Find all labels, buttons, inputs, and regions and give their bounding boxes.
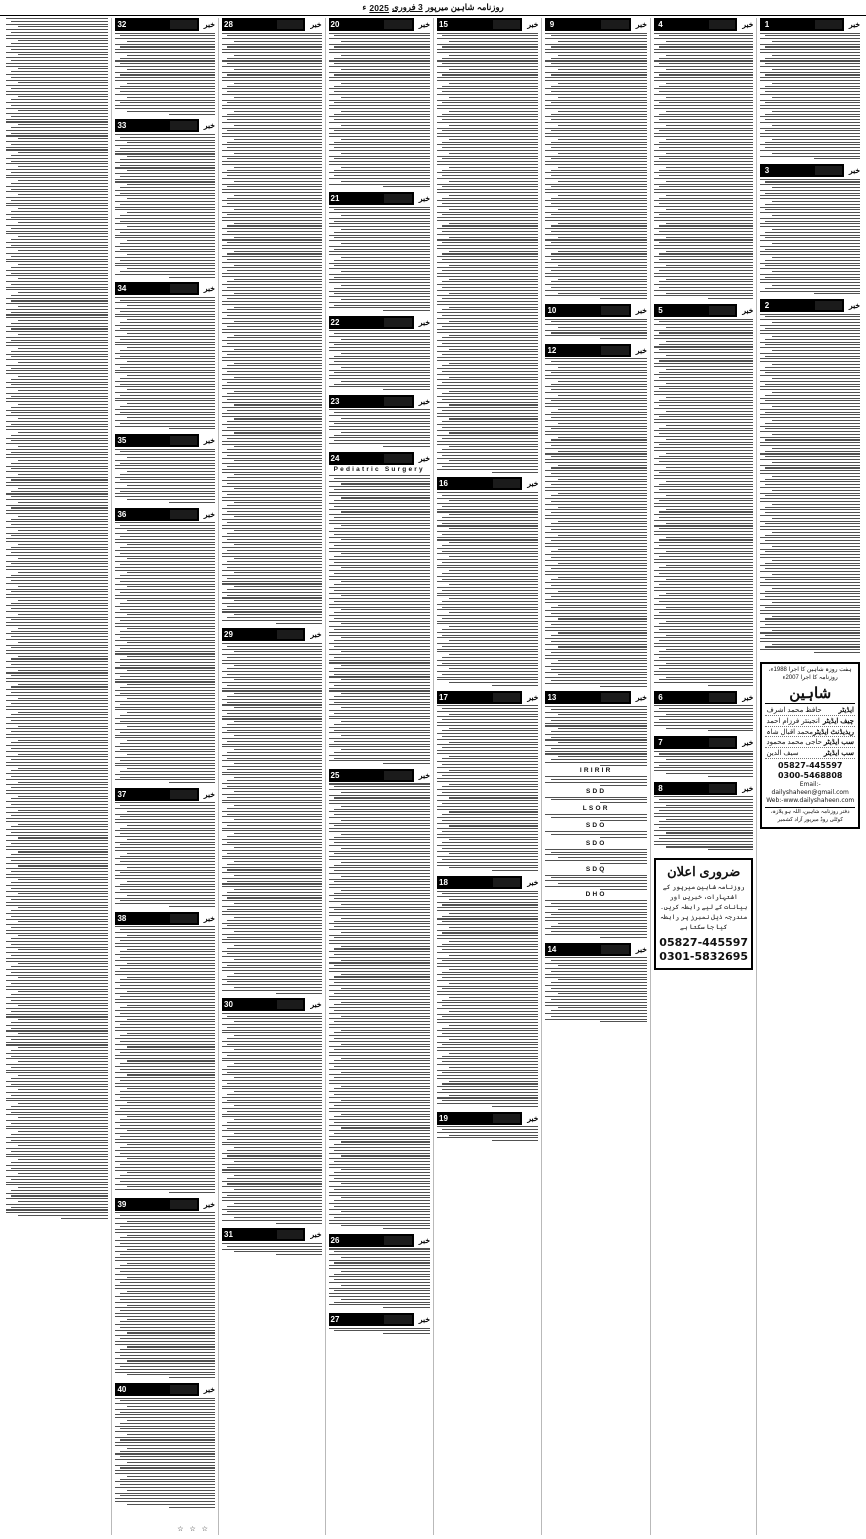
article-number: 36 bbox=[115, 508, 128, 521]
staff-name: محمد اقبال شاہ bbox=[766, 728, 814, 736]
staff-row bbox=[765, 716, 855, 727]
masthead bbox=[0, 0, 866, 16]
notice-body: روزنامہ شاہین میرپور کے اشتہارات، خبریں اور بیانات کے لیے رابطہ کریں۔ مندرجہ ذیل نمبرز پر رابطہ کیا جا سکتا ہے bbox=[660, 884, 748, 932]
headline-bar bbox=[342, 192, 414, 205]
article-headbar bbox=[329, 316, 430, 329]
article-headbar bbox=[437, 876, 538, 889]
article-body bbox=[222, 1013, 322, 1224]
article-body bbox=[329, 1248, 430, 1308]
article-body bbox=[545, 957, 646, 1022]
article-body bbox=[115, 1212, 215, 1378]
article-kicker: خبر bbox=[635, 345, 647, 355]
article-headbar bbox=[115, 18, 215, 31]
article-body bbox=[6, 18, 108, 1219]
article-31[interactable] bbox=[222, 1228, 322, 1256]
article-body bbox=[545, 33, 646, 300]
staff-row bbox=[765, 706, 855, 717]
article-30[interactable] bbox=[222, 998, 322, 1225]
article-kicker: خبر bbox=[203, 284, 215, 294]
article-number: 26 bbox=[329, 1234, 342, 1247]
article-headbar bbox=[329, 452, 430, 465]
article-kicker: خبر bbox=[635, 306, 647, 315]
article-headbar bbox=[545, 943, 646, 956]
masthead-date: 2025 bbox=[369, 2, 390, 13]
article-body bbox=[760, 33, 860, 160]
headline-bar bbox=[667, 782, 738, 795]
staff-role: سب ایڈیٹر bbox=[823, 749, 854, 757]
headline-bar bbox=[667, 691, 738, 704]
article-number: 20 bbox=[329, 18, 342, 31]
staff-role: ایڈیٹر bbox=[838, 707, 854, 715]
notice-phones[interactable] bbox=[659, 936, 749, 964]
article-15[interactable] bbox=[437, 18, 538, 474]
article-number: 15 bbox=[437, 18, 450, 31]
article-body bbox=[115, 449, 215, 503]
article-12[interactable] bbox=[545, 344, 646, 689]
article-headbar bbox=[437, 18, 538, 31]
article-headbar bbox=[222, 1228, 322, 1241]
headline-bar bbox=[450, 876, 522, 889]
article-kicker: خبر bbox=[203, 913, 215, 923]
column-4 bbox=[433, 18, 541, 1535]
headline-bar bbox=[128, 119, 199, 132]
article-37[interactable] bbox=[115, 788, 215, 909]
article-kicker: خبر bbox=[635, 693, 647, 703]
headline-bar bbox=[667, 304, 738, 317]
latin-token-sdq: SDQ bbox=[585, 865, 607, 873]
headline-bar bbox=[558, 943, 630, 956]
article-kicker: خبر bbox=[635, 20, 647, 29]
article-headbar bbox=[437, 691, 538, 704]
latin-token-dho: DHO bbox=[585, 891, 607, 899]
article-number: 37 bbox=[115, 788, 128, 801]
article-body bbox=[115, 1398, 215, 1508]
headline-bar bbox=[450, 477, 522, 490]
article-body bbox=[222, 643, 322, 994]
article-body bbox=[654, 33, 754, 300]
article-24[interactable] bbox=[329, 452, 430, 766]
article-kicker: خبر bbox=[742, 783, 754, 793]
article-kicker: خبر bbox=[310, 20, 322, 29]
article-kicker: خبر bbox=[742, 306, 754, 315]
article-body bbox=[654, 751, 754, 777]
headline-bar bbox=[128, 18, 199, 31]
article-headbar bbox=[437, 1112, 538, 1125]
article-body bbox=[545, 358, 646, 686]
article-kicker: خبر bbox=[418, 20, 430, 29]
page-footer-mark: ☆ ☆ ☆ bbox=[177, 1526, 210, 1533]
staff-box-history: ہفت روزہ شاہین کا اجرا 1988ء، روزنامہ کا اجرا 2007ء bbox=[768, 666, 852, 682]
article-kicker: خبر bbox=[527, 479, 539, 489]
headline-bar bbox=[235, 998, 306, 1011]
article-body bbox=[329, 33, 430, 188]
headline-bar bbox=[773, 18, 844, 31]
article-headbar bbox=[654, 691, 754, 704]
article-39[interactable] bbox=[115, 1198, 215, 1380]
article-number: 3 bbox=[760, 164, 773, 177]
article-number: 6 bbox=[654, 691, 667, 704]
article-2[interactable] bbox=[760, 299, 860, 655]
article-body bbox=[545, 814, 646, 821]
article-number: 31 bbox=[222, 1228, 235, 1241]
headline-bar bbox=[128, 508, 199, 521]
article-40[interactable] bbox=[115, 1383, 215, 1509]
article-headbar bbox=[115, 119, 215, 132]
article-body bbox=[545, 797, 646, 804]
article-21[interactable] bbox=[329, 192, 430, 313]
staff-row bbox=[765, 727, 855, 738]
article-number: 23 bbox=[329, 395, 342, 408]
article-number: 39 bbox=[115, 1198, 128, 1211]
article-number: 21 bbox=[329, 192, 342, 205]
article-kicker: خبر bbox=[527, 1113, 539, 1123]
article-16[interactable] bbox=[437, 477, 538, 687]
article-kicker: خبر bbox=[203, 1199, 215, 1209]
article-3[interactable] bbox=[760, 164, 860, 296]
article-number: 25 bbox=[329, 769, 342, 782]
latin-token-lsor: LSOR bbox=[582, 805, 610, 813]
article-body bbox=[760, 314, 860, 653]
article-kicker: خبر bbox=[527, 878, 539, 887]
staff-email[interactable]: Email:-dailyshaheen@gmail.com bbox=[771, 781, 849, 797]
article-number: 8 bbox=[654, 782, 667, 795]
column-5 bbox=[325, 18, 433, 1535]
headline-bar bbox=[342, 769, 414, 782]
article-number: 40 bbox=[115, 1383, 128, 1396]
article-body bbox=[545, 706, 646, 766]
article-kicker: خبر bbox=[310, 630, 322, 640]
article-1[interactable] bbox=[760, 18, 860, 161]
headline-bar bbox=[128, 788, 199, 801]
headline-bar bbox=[128, 1383, 199, 1396]
staff-role: چیف ایڈیٹر bbox=[822, 718, 854, 726]
masthead-staff-box bbox=[760, 662, 860, 829]
article-headbar bbox=[115, 1198, 215, 1211]
latin-token-irir: IRIRIR bbox=[579, 767, 613, 775]
headline-bar bbox=[558, 304, 630, 317]
article-headbar bbox=[222, 628, 322, 641]
article-number: 34 bbox=[115, 282, 128, 295]
article-body bbox=[329, 783, 430, 1229]
column-6 bbox=[218, 18, 325, 1535]
article-headbar bbox=[329, 1313, 430, 1326]
article-body bbox=[545, 776, 646, 785]
article-number: 17 bbox=[437, 691, 450, 704]
headline-bar bbox=[235, 1228, 306, 1241]
article-headbar bbox=[329, 192, 430, 205]
headline-bar bbox=[128, 912, 199, 925]
article-36[interactable] bbox=[115, 508, 215, 785]
article-headbar bbox=[545, 344, 646, 357]
article-body bbox=[545, 849, 646, 864]
article-kicker: خبر bbox=[848, 166, 860, 176]
article-body bbox=[329, 1328, 430, 1335]
article-headbar bbox=[115, 1383, 215, 1396]
article-body bbox=[329, 475, 430, 764]
article-number: 29 bbox=[222, 628, 235, 641]
masthead-year-mark: ء bbox=[362, 2, 367, 12]
article-14[interactable] bbox=[545, 943, 646, 1025]
article-body bbox=[654, 705, 754, 731]
article-13[interactable] bbox=[545, 691, 646, 939]
staff-contact bbox=[765, 761, 855, 805]
article-headbar bbox=[115, 508, 215, 521]
article-number: 13 bbox=[545, 691, 558, 704]
article-kicker: خبر bbox=[418, 1235, 430, 1245]
staff-row bbox=[765, 737, 855, 748]
headline-bar bbox=[128, 282, 199, 295]
column-2 bbox=[650, 18, 757, 1535]
article-number: 5 bbox=[654, 304, 667, 317]
headline-bar bbox=[342, 316, 414, 329]
article-number: 30 bbox=[222, 998, 235, 1011]
article-kicker: خبر bbox=[742, 738, 754, 748]
article-number: 12 bbox=[545, 344, 558, 357]
article-headbar bbox=[545, 304, 646, 317]
headline-bar bbox=[667, 18, 738, 31]
article-25[interactable] bbox=[329, 769, 430, 1231]
article-body bbox=[654, 796, 754, 850]
headline-bar bbox=[128, 1198, 199, 1211]
article-body bbox=[760, 179, 860, 295]
article-kicker: خبر bbox=[418, 317, 430, 327]
article-5[interactable] bbox=[654, 304, 754, 688]
staff-name: حافظ محمد اشرف bbox=[766, 707, 822, 715]
article-29[interactable] bbox=[222, 628, 322, 995]
article-kicker: خبر bbox=[203, 1385, 215, 1395]
staff-name: حاجی محمد محمود bbox=[766, 739, 823, 747]
staff-role: ریذیڈنٹ ایڈیٹر bbox=[813, 728, 854, 736]
article-kicker: خبر bbox=[418, 396, 430, 406]
article-18[interactable] bbox=[437, 876, 538, 1109]
column-7 bbox=[111, 18, 218, 1535]
newspaper-page bbox=[0, 16, 866, 1539]
article-32[interactable] bbox=[115, 18, 215, 116]
article-body bbox=[437, 33, 538, 473]
headline-bar bbox=[342, 1234, 414, 1247]
article-body bbox=[545, 831, 646, 838]
article-kicker: خبر bbox=[742, 692, 754, 702]
masthead-paper-name: روزنامہ شاہین میرپور bbox=[425, 2, 504, 12]
article-headbar bbox=[760, 299, 860, 312]
headline-bar bbox=[558, 344, 630, 357]
article-number: 24 bbox=[329, 452, 342, 465]
headline-bar bbox=[450, 1112, 522, 1125]
article-body bbox=[545, 319, 646, 340]
headline-bar bbox=[667, 736, 738, 749]
article-23[interactable] bbox=[329, 395, 430, 449]
article-headbar bbox=[115, 434, 215, 447]
article-number: 18 bbox=[437, 876, 450, 889]
staff-phone-1[interactable]: 05827-445597 bbox=[777, 760, 843, 770]
article-17[interactable] bbox=[437, 691, 538, 873]
article-body bbox=[115, 522, 215, 783]
article-body bbox=[437, 891, 538, 1107]
headline-bar bbox=[342, 452, 414, 465]
article-body bbox=[222, 1243, 322, 1255]
article-kicker: خبر bbox=[203, 121, 215, 131]
article-number: 33 bbox=[115, 119, 128, 132]
headline-bar bbox=[450, 18, 522, 31]
article-kicker: خبر bbox=[635, 944, 647, 954]
column-8 bbox=[3, 18, 111, 1535]
article-headbar bbox=[654, 18, 754, 31]
article-number: 19 bbox=[437, 1112, 450, 1125]
article-headbar bbox=[115, 912, 215, 925]
headline-bar bbox=[128, 434, 199, 447]
article-headbar bbox=[222, 18, 322, 31]
notice-advertisement-box[interactable] bbox=[654, 858, 754, 970]
article-number: 10 bbox=[545, 304, 558, 317]
notice-phone-2[interactable]: 0301-5832695 bbox=[659, 950, 749, 964]
article-kicker: خبر bbox=[848, 301, 860, 311]
article-number: 28 bbox=[222, 18, 235, 31]
latin-token-sdo-2: SDO bbox=[585, 839, 607, 847]
article-kicker: خبر bbox=[848, 20, 860, 29]
latin-token-sdo-1: SDO bbox=[585, 822, 607, 830]
article-kicker: خبر bbox=[310, 1230, 322, 1240]
article-headbar bbox=[760, 18, 860, 31]
article-10[interactable] bbox=[545, 304, 646, 341]
article-body bbox=[115, 33, 215, 115]
article-kicker: خبر bbox=[418, 1315, 430, 1324]
article-number: 2 bbox=[760, 299, 773, 312]
article-22[interactable] bbox=[329, 316, 430, 392]
staff-name: سیف الدین bbox=[766, 749, 799, 757]
article-7[interactable] bbox=[654, 736, 754, 778]
article-4[interactable] bbox=[654, 18, 754, 301]
staff-role: سب ایڈیٹر bbox=[823, 739, 854, 747]
article-body bbox=[115, 926, 215, 1193]
article-33[interactable] bbox=[115, 119, 215, 279]
article-body bbox=[545, 900, 646, 937]
headline-bar bbox=[450, 691, 522, 704]
article-body bbox=[115, 134, 215, 278]
headline-bar bbox=[558, 691, 630, 704]
article-34[interactable] bbox=[115, 282, 215, 431]
article-body bbox=[115, 802, 215, 907]
article-number: 4 bbox=[654, 18, 667, 31]
article-kicker: خبر bbox=[203, 789, 215, 799]
latin-token-sdd: SDD bbox=[586, 787, 607, 795]
headline-bar bbox=[558, 18, 630, 31]
article-kicker: خبر bbox=[203, 509, 215, 519]
article-number: 7 bbox=[654, 736, 667, 749]
article-headbar bbox=[329, 18, 430, 31]
article-body bbox=[437, 1126, 538, 1141]
column-1 bbox=[756, 18, 863, 1535]
staff-phone-2[interactable]: 0300-5468808 bbox=[777, 770, 843, 780]
staff-row bbox=[765, 748, 855, 759]
article-kicker: خبر bbox=[418, 453, 430, 463]
column-3 bbox=[541, 18, 649, 1535]
article-body bbox=[329, 330, 430, 390]
article-number: 9 bbox=[545, 18, 558, 31]
staff-address: دفتر روزنامہ شاہین، اللہ ہو پلازہ، کوٹلی روڈ میرپور آزاد کشمیر bbox=[765, 807, 855, 824]
headline-bar bbox=[235, 18, 306, 31]
article-kicker: خبر bbox=[418, 770, 430, 780]
article-headbar bbox=[329, 769, 430, 782]
article-number: 22 bbox=[329, 316, 342, 329]
article-body bbox=[222, 33, 322, 624]
article-headbar bbox=[115, 282, 215, 295]
article-35[interactable] bbox=[115, 434, 215, 504]
article-19[interactable] bbox=[437, 1112, 538, 1143]
article-kicker: خبر bbox=[742, 20, 754, 29]
article-body bbox=[437, 492, 538, 686]
article-number: 14 bbox=[545, 943, 558, 956]
article-27[interactable] bbox=[329, 1313, 430, 1336]
article-body bbox=[329, 207, 430, 312]
article-headbar bbox=[545, 18, 646, 31]
article-kicker: خبر bbox=[418, 194, 430, 204]
article-headbar bbox=[329, 1234, 430, 1247]
article-body bbox=[329, 409, 430, 446]
article-number: 27 bbox=[329, 1313, 342, 1326]
article-headbar bbox=[760, 164, 860, 177]
article-kicker: خبر bbox=[310, 1000, 322, 1010]
headline-bar bbox=[342, 395, 414, 408]
article-headbar bbox=[545, 691, 646, 704]
article-continuation[interactable] bbox=[6, 18, 108, 1221]
article-headbar bbox=[115, 788, 215, 801]
article-number: 1 bbox=[760, 18, 773, 31]
notice-phone-1[interactable]: 05827-445597 bbox=[659, 936, 749, 950]
article-headbar bbox=[222, 998, 322, 1011]
headline-bar bbox=[235, 628, 306, 641]
article-headbar bbox=[654, 782, 754, 795]
staff-name: انجینئر فرزام احمد bbox=[766, 718, 820, 726]
article-kicker: خبر bbox=[527, 20, 539, 29]
latin-term-pediatric-surgery: Pediatric Surgery bbox=[333, 466, 425, 474]
article-headbar bbox=[329, 395, 430, 408]
headline-bar bbox=[342, 18, 414, 31]
article-6[interactable] bbox=[654, 691, 754, 733]
article-26[interactable] bbox=[329, 1234, 430, 1310]
article-body bbox=[545, 875, 646, 890]
headline-bar bbox=[773, 299, 844, 312]
headline-bar bbox=[773, 164, 844, 177]
article-38[interactable] bbox=[115, 912, 215, 1195]
article-body bbox=[115, 297, 215, 430]
article-kicker: خبر bbox=[527, 692, 539, 702]
article-body bbox=[437, 705, 538, 871]
paper-logo: شاہین bbox=[765, 684, 855, 704]
article-headbar bbox=[654, 304, 754, 317]
article-number: 38 bbox=[115, 912, 128, 925]
headline-bar bbox=[342, 1313, 414, 1326]
article-number: 35 bbox=[115, 434, 128, 447]
article-headbar bbox=[654, 736, 754, 749]
notice-title: ضروری اعلان bbox=[667, 864, 741, 880]
article-headbar bbox=[437, 477, 538, 490]
masthead-date-suffix: 3 فروری bbox=[392, 2, 423, 12]
article-number: 16 bbox=[437, 477, 450, 490]
article-28[interactable] bbox=[222, 18, 322, 625]
article-9[interactable] bbox=[545, 18, 646, 301]
staff-website[interactable]: Web:-www.dailyshaheen.com bbox=[766, 796, 855, 804]
article-kicker: خبر bbox=[203, 20, 215, 29]
article-kicker: خبر bbox=[203, 436, 215, 446]
article-number: 32 bbox=[115, 18, 128, 31]
article-20[interactable] bbox=[329, 18, 430, 189]
article-body bbox=[654, 319, 754, 686]
article-8[interactable] bbox=[654, 782, 754, 852]
